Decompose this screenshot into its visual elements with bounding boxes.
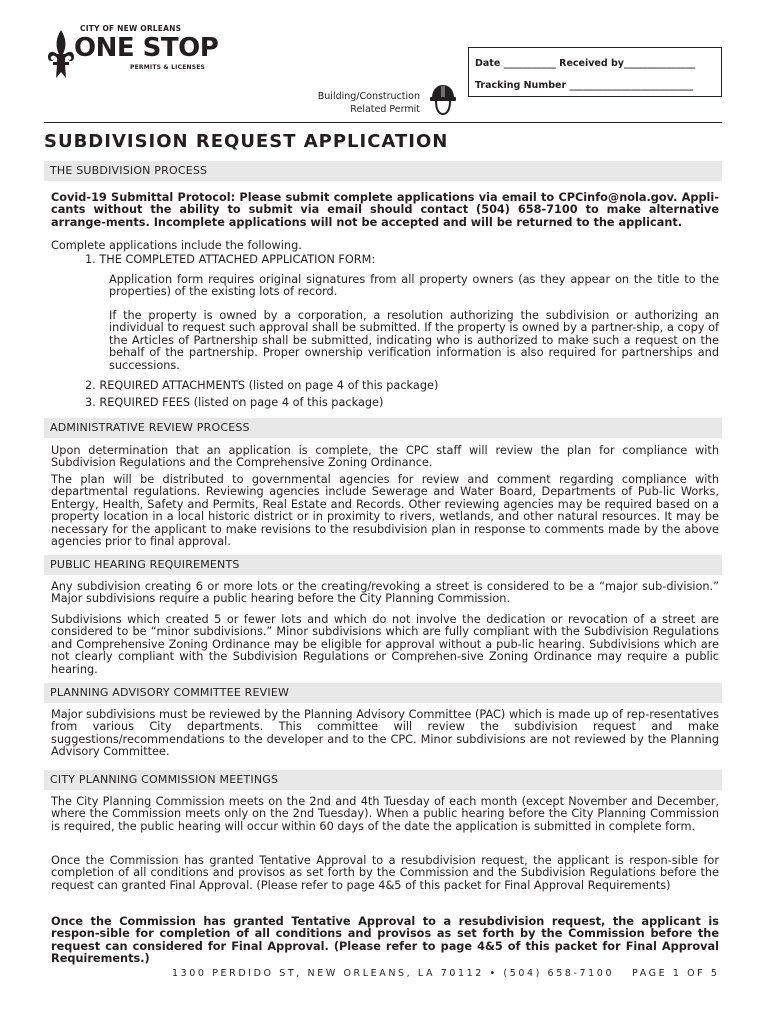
permit-type-label	[290, 90, 420, 116]
footer-address: 1300 PERDIDO ST, NEW ORLEANS, LA 70112 • (504) 658-7100	[172, 968, 615, 979]
cpc-meetings-paragraph-1: The City Planning Commission meets on the 2nd and 4th Tuesday of each month (except November and December, where the Commission meets only on the 2nd Tuesday). When a public hearing before the City Planning Commission is required, the public hearing will occur within 60 days of the date the application is submitted in complete form.	[51, 795, 719, 833]
logo-sub-text: PERMITS & LICENSES	[130, 64, 206, 71]
permit-type-line2: Related Permit	[350, 104, 420, 115]
admin-review-paragraph-2: The plan will be distributed to governmental agencies for review and comment regarding compliance with departmental regulations. Reviewing agencies include Sewerage and Water Board, Departments of Pub-lic Works, Entergy, Health, Safety and Permits, Real Estate and Records. Other reviewing agencies may be required based on a property location in a local historic district or in proximity to rivers, wetlands, and other natural resources. It may be necessary for the applicant to make revisions to the resubdivision plan in response to comments made by the above agencies prior to final approval.	[51, 473, 719, 549]
page-number: PAGE 1 OF 5	[632, 968, 720, 979]
public-hearing-paragraph-2: Subdivisions which created 5 or fewer lots and which do not involve the dedication or revocation of a street are considered to be “minor subdivisions.” Minor subdivisions which are fully compliant with the Subdivision Regulations and Comprehensive Zoning Ordinance may be eligible for approval without a pub-lic hearing. Subdivisions which are not clearly compliant with the Subdivision Regulations or Comprehen-sive Zoning Ordinance may require a public hearing.	[51, 613, 719, 676]
requirements-intro: Complete applications include the following.	[51, 239, 302, 252]
section-heading-subdivision-process: THE SUBDIVISION PROCESS	[44, 161, 722, 181]
logo-main-text: ONE STOP	[74, 33, 219, 63]
requirement-item-1: 1. THE COMPLETED ATTACHED APPLICATION FORM:	[85, 253, 376, 266]
logo-top-text: CITY OF NEW ORLEANS	[80, 24, 182, 33]
one-stop-logo	[44, 24, 219, 84]
permit-type-line1: Building/Construction	[317, 91, 420, 102]
requirement-item-2: 2. REQUIRED ATTACHMENTS (listed on page 4 of this package)	[85, 379, 439, 392]
requirement-item-1-ownership: If the property is owned by a corporation, a resolution authorizing the subdivision or authorizing an individual to request such approval shall be submitted. If the property is owned by a partner-ship, a copy of the Articles of Partnership shall be submitted, indicating who is authorized to make such a request on the behalf of the partnership. Proper ownership verification information is also required for partnerships and successions.	[109, 309, 719, 372]
fleur-de-lis-icon	[44, 28, 78, 82]
tracking-number-field[interactable]: Tracking Number __________________________	[475, 80, 693, 91]
section-heading-cpc-meetings: CITY PLANNING COMMISSION MEETINGS	[44, 770, 722, 790]
cpc-final-approval-notice: Once the Commission has granted Tentative Approval to a resubdivision request, the applicant is respon-sible for completion of all conditions and provisos as set forth by the Commission before the request can considered for Final Approval. (Please refer to page 4&5 of this packet for Final Approval Requirements.)	[51, 915, 719, 966]
section-heading-administrative-review: ADMINISTRATIVE REVIEW PROCESS	[44, 418, 722, 438]
date-received-field[interactable]: Date ___________ Received by_______________	[475, 58, 696, 69]
covid-protocol-notice: Covid-19 Submittal Protocol: Please submit complete applications via email to CPCinfo@nola.gov. Appli-cants without the ability to submit via email should contact (504) 658-7100 to make alternative arrange-ments. Incomplete applications will not be accepted and will be returned to the applicant.	[51, 191, 719, 229]
staff-use-box	[468, 47, 722, 97]
section-heading-planning-advisory-committee: PLANNING ADVISORY COMMITTEE REVIEW	[44, 683, 722, 703]
admin-review-paragraph-1: Upon determination that an application is complete, the CPC staff will review the plan for compliance with Subdivision Regulations and the Comprehensive Zoning Ordinance.	[51, 444, 719, 470]
requirement-item-3: 3. REQUIRED FEES (listed on page 4 of this package)	[85, 396, 384, 409]
header-divider	[44, 122, 722, 123]
section-heading-public-hearing: PUBLIC HEARING REQUIREMENTS	[44, 555, 722, 575]
pac-review-paragraph: Major subdivisions must be reviewed by the Planning Advisory Committee (PAC) which is made up of rep-resentatives from various City departments. This committee will review the subdivision request and make suggestions/recommendations to the developer and to the CPC. Minor subdivisions are not reviewed by the Planning Advisory Committee.	[51, 708, 719, 759]
cpc-meetings-paragraph-2: Once the Commission has granted Tentative Approval to a resubdivision request, the applicant is respon-sible for completion of all conditions and provisos as set forth by the Commission and the Subdivision Regulations before the request can granted Final Approval. (Please refer to page 4&5 of this packet for Final Approval Requirements)	[51, 854, 719, 892]
page-title: SUBDIVISION REQUEST APPLICATION	[44, 131, 449, 152]
public-hearing-paragraph-1: Any subdivision creating 6 or more lots or the creating/revoking a street is considered to be a “major sub-division.” Major subdivisions require a public hearing before the City Planning Commission.	[51, 580, 719, 606]
hard-hat-icon	[429, 82, 457, 116]
requirement-item-1-signatures: Application form requires original signatures from all property owners (as they appear on the title to the properties) of the existing lots of record.	[109, 273, 719, 299]
